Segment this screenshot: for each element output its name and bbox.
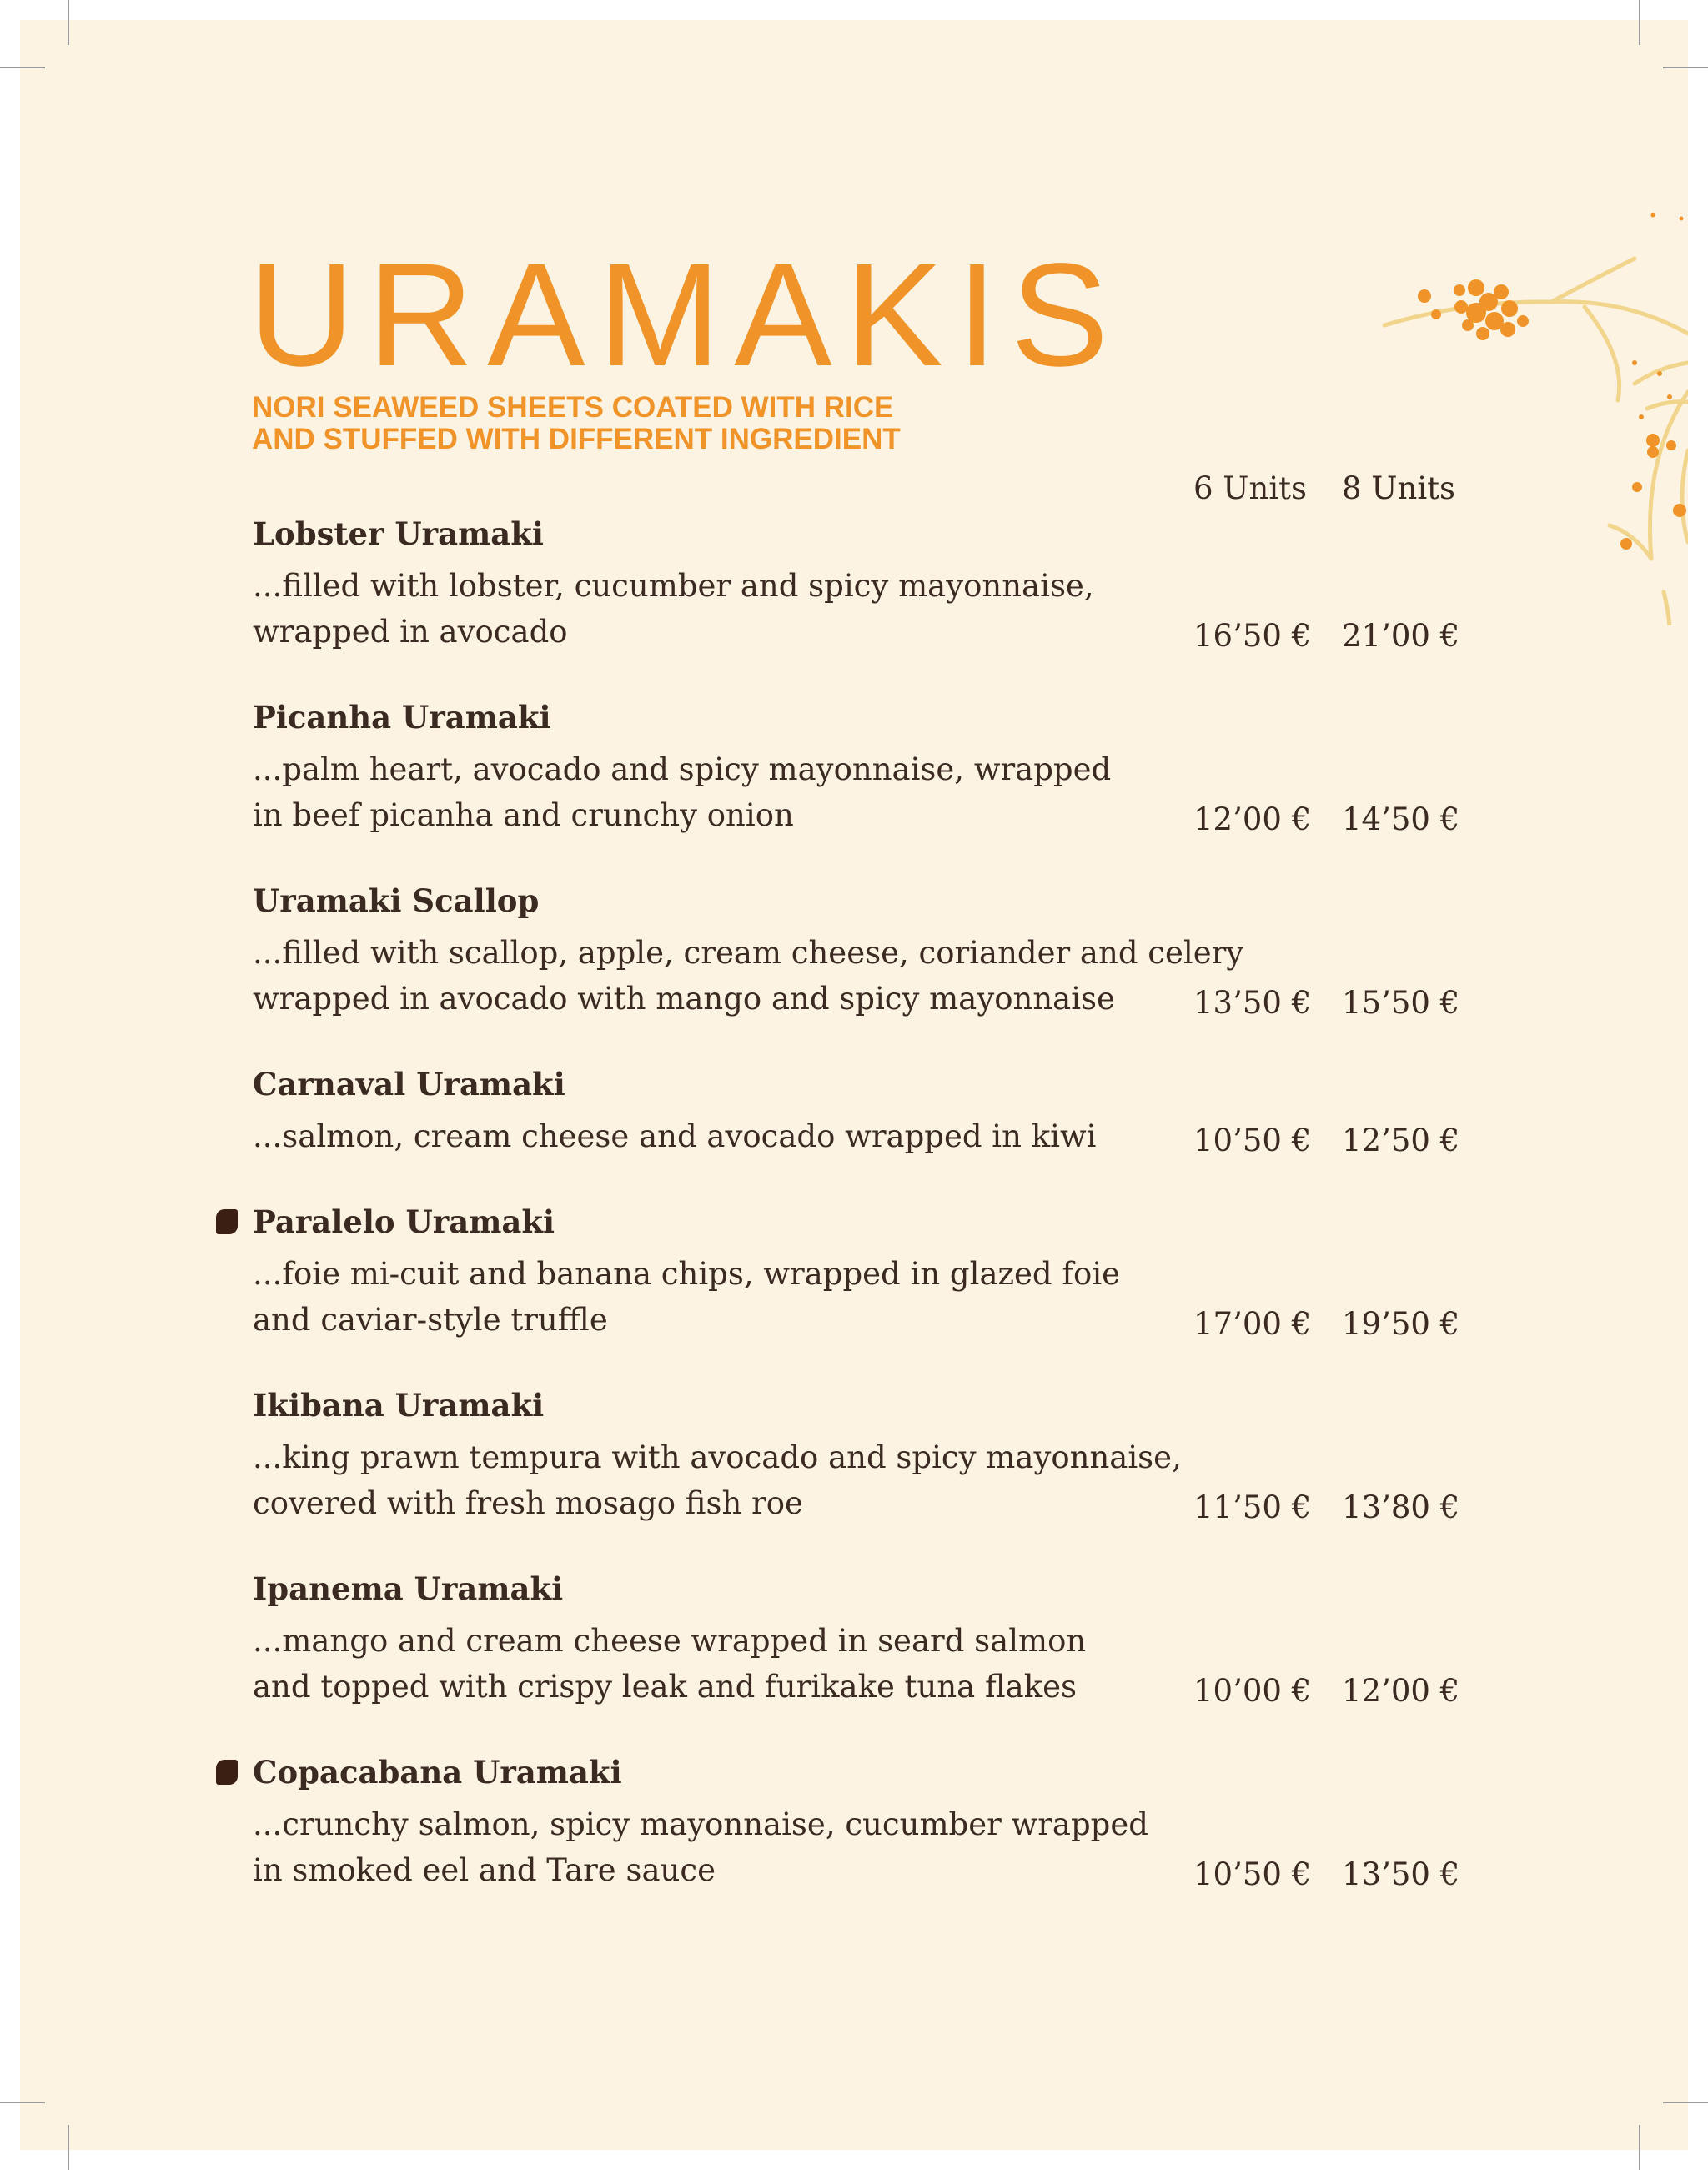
column-header-8-units: 8 Units bbox=[1342, 470, 1456, 506]
description-line: ...salmon, cream cheese and avocado wrapped in kiwi bbox=[253, 1118, 1097, 1154]
description-line: wrapped in avocado bbox=[253, 614, 568, 650]
description-line: and topped with crispy leak and furikake tuna flakes bbox=[253, 1669, 1078, 1705]
item-description bbox=[253, 1801, 1148, 1893]
description-line: ...filled with scallop, apple, cream cheese, coriander and celery bbox=[253, 935, 1244, 971]
item-description bbox=[253, 1113, 1096, 1159]
price-8-units: 21’00 € bbox=[1342, 618, 1460, 654]
price-6-units: 16’50 € bbox=[1193, 618, 1312, 654]
item-description bbox=[253, 1251, 1120, 1343]
menu-item-picanha-uramaki bbox=[253, 701, 1470, 842]
column-header-6-units: 6 Units bbox=[1193, 470, 1308, 506]
item-name: Paralelo Uramaki bbox=[253, 1203, 555, 1240]
description-line: in smoked eel and Tare sauce bbox=[253, 1852, 716, 1888]
description-line: covered with fresh mosago fish roe bbox=[253, 1485, 803, 1521]
crop-mark bbox=[1639, 2125, 1640, 2170]
item-name: Picanha Uramaki bbox=[253, 699, 551, 736]
item-name: Carnaval Uramaki bbox=[253, 1066, 565, 1103]
price-6-units: 13’50 € bbox=[1193, 985, 1312, 1021]
subtitle-line: AND STUFFED WITH DIFFERENT INGREDIENT bbox=[252, 423, 901, 455]
price-8-units: 13’80 € bbox=[1342, 1489, 1460, 1525]
price-8-units: 14’50 € bbox=[1342, 801, 1460, 837]
subtitle-line: NORI SEAWEED SHEETS COATED WITH RICE bbox=[252, 391, 894, 424]
price-8-units: 12’50 € bbox=[1342, 1123, 1460, 1158]
item-description bbox=[253, 1618, 1086, 1710]
price-8-units: 13’50 € bbox=[1342, 1856, 1460, 1892]
price-6-units: 10’50 € bbox=[1193, 1123, 1312, 1158]
price-6-units: 10’50 € bbox=[1193, 1856, 1312, 1892]
description-line: in beef picanha and crunchy onion bbox=[253, 797, 794, 833]
description-line: wrapped in avocado with mango and spicy mayonnaise bbox=[253, 981, 1115, 1017]
price-6-units: 12’00 € bbox=[1193, 801, 1312, 837]
crop-mark bbox=[1639, 0, 1640, 45]
page-title: URAMAKIS bbox=[249, 234, 1123, 397]
crop-mark bbox=[0, 2102, 45, 2103]
menu-item-ikibana-uramaki bbox=[253, 1389, 1470, 1530]
page-subtitle bbox=[252, 392, 901, 455]
price-6-units: 10’00 € bbox=[1193, 1673, 1312, 1709]
description-line: ...palm heart, avocado and spicy mayonnaise, wrapped bbox=[253, 751, 1112, 787]
menu-item-carnaval-uramaki bbox=[253, 1067, 1470, 1209]
item-description bbox=[253, 1434, 1182, 1526]
menu-item-lobster-uramaki bbox=[253, 517, 1470, 659]
description-line: ...foie mi-cuit and banana chips, wrapped in glazed foie bbox=[253, 1256, 1121, 1292]
item-name: Copacabana Uramaki bbox=[253, 1754, 622, 1791]
leaf-marker-icon bbox=[216, 1760, 238, 1785]
description-line: ...king prawn tempura with avocado and spicy mayonnaise, bbox=[253, 1439, 1182, 1475]
menu-item-paralelo-uramaki bbox=[253, 1205, 1470, 1347]
item-name: Lobster Uramaki bbox=[253, 515, 544, 552]
crop-mark bbox=[68, 2125, 69, 2170]
description-line: ...mango and cream cheese wrapped in seard salmon bbox=[253, 1623, 1087, 1659]
item-description bbox=[253, 930, 1243, 1022]
item-name: Ipanema Uramaki bbox=[253, 1570, 564, 1607]
price-6-units: 11’50 € bbox=[1193, 1489, 1312, 1525]
description-line: and caviar-style truffle bbox=[253, 1302, 608, 1338]
item-name: Uramaki Scallop bbox=[253, 882, 540, 919]
menu-item-ipanema-uramaki bbox=[253, 1572, 1470, 1714]
price-8-units: 15’50 € bbox=[1342, 985, 1460, 1021]
description-line: ...filled with lobster, cucumber and spicy mayonnaise, bbox=[253, 568, 1094, 604]
item-description bbox=[253, 746, 1111, 838]
item-description bbox=[253, 563, 1094, 655]
price-6-units: 17’00 € bbox=[1193, 1306, 1312, 1342]
crop-mark bbox=[0, 67, 45, 68]
crop-mark bbox=[1663, 67, 1708, 68]
menu-item-uramaki-scallop bbox=[253, 884, 1470, 1026]
menu-item-copacabana-uramaki bbox=[253, 1756, 1470, 1897]
price-8-units: 12’00 € bbox=[1342, 1673, 1460, 1709]
price-8-units: 19’50 € bbox=[1342, 1306, 1460, 1342]
description-line: ...crunchy salmon, spicy mayonnaise, cucumber wrapped bbox=[253, 1806, 1148, 1842]
crop-mark bbox=[1663, 2102, 1708, 2103]
crop-mark bbox=[68, 0, 69, 45]
leaf-marker-icon bbox=[216, 1209, 238, 1234]
item-name: Ikibana Uramaki bbox=[253, 1387, 545, 1424]
